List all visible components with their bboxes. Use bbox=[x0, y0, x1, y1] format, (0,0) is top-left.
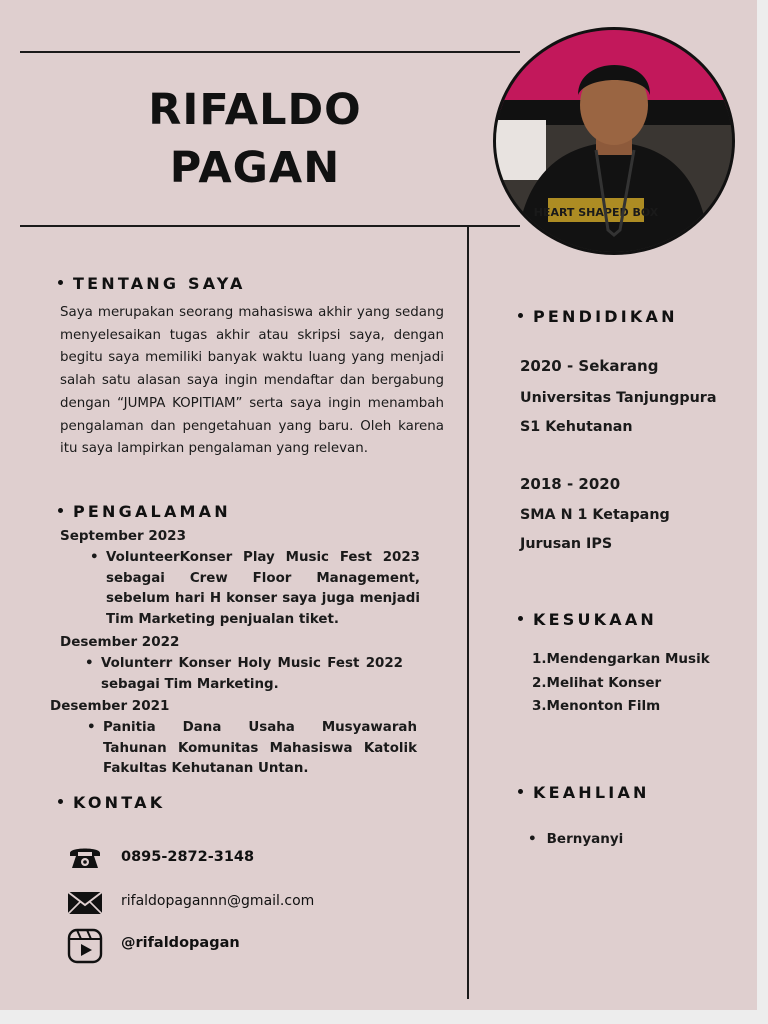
education-detail: S1 Kehutanan bbox=[520, 419, 633, 435]
phone-icon bbox=[68, 845, 102, 871]
bullet-icon: • bbox=[528, 831, 537, 847]
first-name: RIFALDO bbox=[148, 85, 362, 135]
contact-email[interactable]: rifaldopagannn@gmail.com bbox=[121, 893, 315, 909]
experience-date: Desember 2022 bbox=[60, 634, 180, 650]
column-divider bbox=[467, 227, 469, 999]
education-detail: Jurusan IPS bbox=[520, 536, 613, 552]
education-heading: PENDIDIKAN bbox=[518, 307, 678, 326]
experience-item: • Panitia Dana Usaha Musyawarah Tahunan Komunitas Mahasiswa Katolik Fakultas Kehutanan Untan. bbox=[87, 720, 417, 776]
skills-heading: KEAHLIAN bbox=[518, 783, 650, 802]
contact-phone[interactable]: 0895-2872-3148 bbox=[121, 849, 255, 865]
about-text: Saya merupakan seorang mahasiswa akhir yang sedang menyelesaikan tugas akhir atau skripsi saya, dengan begitu saya memiliki banyak waktu luang yang menjadi salah satu alasan saya ingin mendaftar dan bergabung dengan “JUMPA KOPITIAM” serta saya ingin menambah pengalaman dan pengetahuan yang baru. Oleh karena itu saya lampirkan pengalaman yang relevan. bbox=[60, 305, 444, 457]
contact-heading: KONTAK bbox=[58, 793, 165, 812]
bullet-icon: • bbox=[85, 656, 94, 671]
last-name: PAGAN bbox=[169, 143, 341, 193]
education-school: SMA N 1 Ketapang bbox=[520, 507, 670, 523]
bullet-icon bbox=[58, 799, 63, 804]
experience-item: • VolunteerKonser Play Music Fest 2023 sebagai Crew Floor Management, sebelum hari H konser saya juga menjadi Tim Marketing penjualan tiket. bbox=[90, 550, 420, 627]
bullet-icon bbox=[518, 313, 523, 318]
about-heading: TENTANG SAYA bbox=[58, 274, 246, 293]
experience-date: September 2023 bbox=[60, 528, 186, 544]
skill-item: • Bernyanyi bbox=[528, 831, 624, 847]
hobby-item: 2.Melihat Konser bbox=[532, 675, 662, 691]
education-school: Universitas Tanjungpura bbox=[520, 390, 717, 406]
experience-date: Desember 2021 bbox=[50, 698, 170, 714]
bullet-icon bbox=[58, 508, 63, 513]
hobby-item: 1.Mendengarkan Musik bbox=[532, 651, 710, 667]
email-icon bbox=[67, 890, 103, 916]
hobbies-heading: KESUKAAN bbox=[518, 610, 657, 629]
hobby-item: 3.Menonton Film bbox=[532, 698, 661, 714]
experience-heading: PENGALAMAN bbox=[58, 502, 231, 521]
instagram-icon bbox=[67, 928, 103, 964]
experience-item: • Volunterr Konser Holy Music Fest 2022 sebagai Tim Marketing. bbox=[85, 656, 403, 692]
bullet-icon bbox=[518, 789, 523, 794]
shirt-print: HEART SHAPED BOX bbox=[533, 206, 659, 219]
bullet-icon: • bbox=[87, 720, 96, 735]
contact-instagram[interactable]: @rifaldopagan bbox=[121, 935, 240, 951]
education-years: 2020 - Sekarang bbox=[520, 357, 659, 375]
education-years: 2018 - 2020 bbox=[520, 475, 621, 493]
bullet-icon bbox=[518, 616, 523, 621]
profile-photo bbox=[493, 27, 735, 255]
bullet-icon bbox=[58, 280, 63, 285]
bullet-icon: • bbox=[90, 550, 99, 565]
header-bottom-rule bbox=[20, 225, 520, 227]
header-top-rule bbox=[20, 51, 520, 53]
